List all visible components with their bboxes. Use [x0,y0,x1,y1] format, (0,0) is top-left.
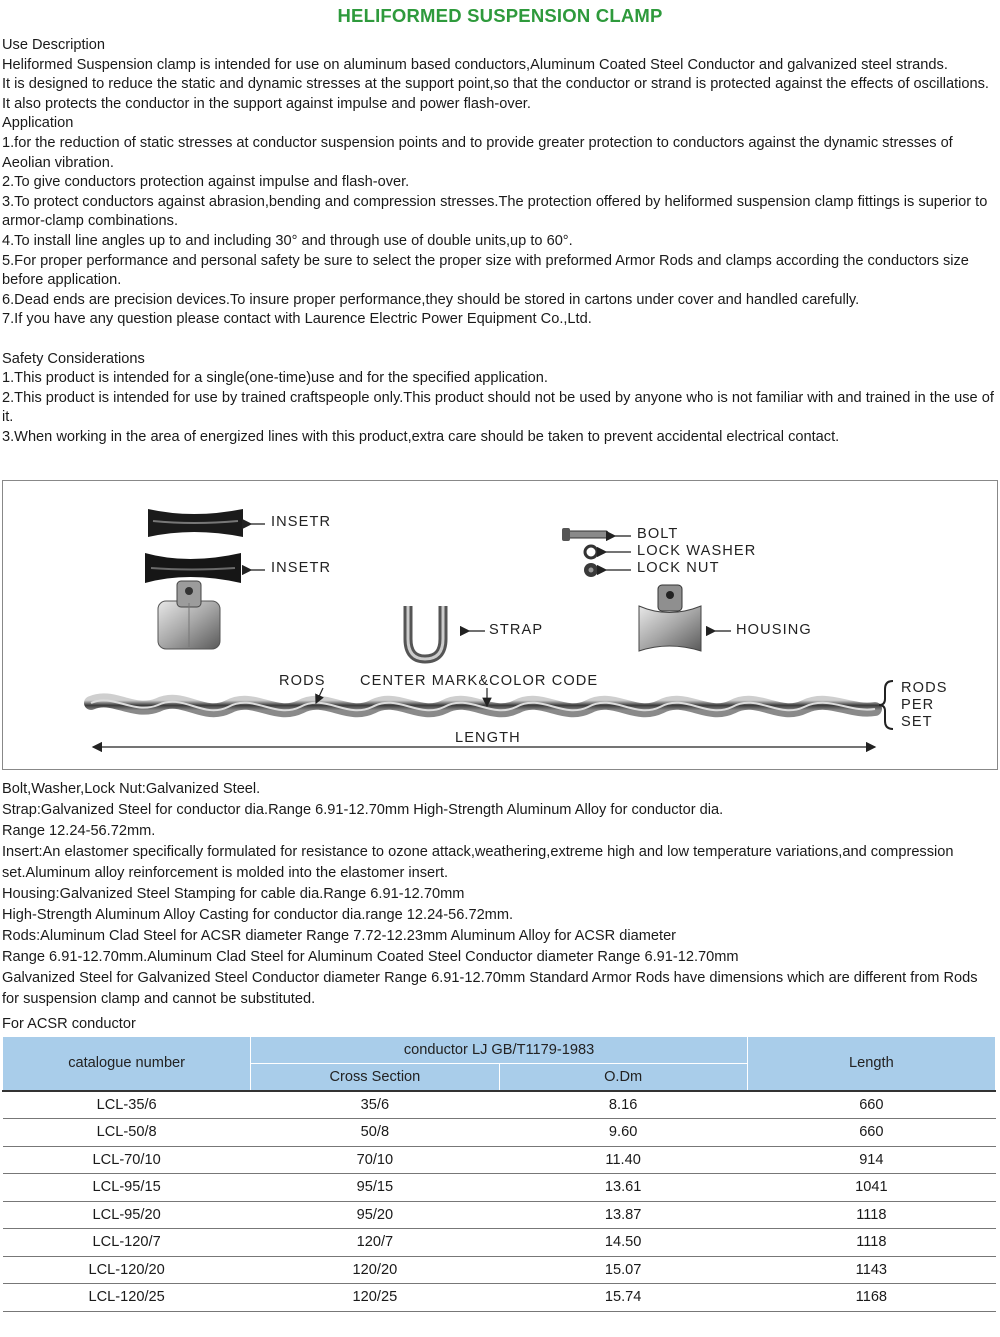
spec-line: Housing:Galvanized Steel Stamping for cable dia.Range 6.91-12.70mm [2,886,465,902]
center-mark-label: CENTER MARK&COLOR CODE [360,673,599,689]
use-description-line: Heliformed Suspension clamp is intended for use on aluminum based conductors,Aluminum Coated Steel Conductor and galvanized steel strands. [2,56,948,73]
rods-per-set-label: PER [901,697,935,713]
application-item: 7.If you have any question please contact with Laurence Electric Power Equipment Co.,Ltd. [2,311,592,328]
insert-top [148,509,243,537]
safety-heading: Safety Considerations [2,350,145,367]
application-item: 6.Dead ends are precision devices.To insure proper performance,they should be stored in cartons under cover and handled carefully. [2,291,860,308]
cell-catalogue: LCL-95/15 [3,1174,251,1202]
strap-label: STRAP [489,622,544,638]
table-row [3,1091,996,1119]
cell-cross-section: 50/8 [251,1119,499,1147]
parts-diagram [2,480,998,770]
housing-side-view [158,581,220,649]
cell-catalogue: LCL-35/6 [3,1091,251,1119]
header-length: Length [747,1037,995,1091]
application-item: 3.To protect conductors against abrasion,bending and compression stresses.The protection offered by heliformed suspension clamp fittings is superior to armor-clamp combinations. [2,193,988,230]
description-block [2,36,998,447]
table-row [3,1146,996,1174]
header-conductor: conductor LJ GB/T1179-1983 [251,1037,748,1064]
material-specs [2,779,998,1010]
armor-rods [91,700,875,710]
spec-line: Rods:Aluminum Clad Steel for ACSR diameter Range 7.72-12.23mm Aluminum Alloy for ACSR diameter [2,928,677,944]
table-row [3,1174,996,1202]
length-label: LENGTH [455,730,521,746]
cell-cross-section: 120/25 [251,1284,499,1312]
spec-line: Range 6.91-12.70mm.Aluminum Clad Steel for Aluminum Coated Steel Conductor diameter Range 6.91-12.70mm [2,949,739,965]
insert-label: INSETR [271,560,332,576]
application-item: 4.To install line angles up to and including 30° and through use of double units,up to 60°. [2,232,573,249]
lock-nut-part [584,563,598,577]
bolt-part [562,528,608,541]
spec-line: Bolt,Washer,Lock Nut:Galvanized Steel. [2,781,261,797]
cell-length: 1041 [747,1174,995,1202]
table-row [3,1284,996,1312]
cell-cross-section: 120/20 [251,1256,499,1284]
cell-cross-section: 95/20 [251,1201,499,1229]
application-heading: Application [2,115,74,132]
cell-odm: 15.74 [499,1284,747,1312]
spec-line: Galvanized Steel for Galvanized Steel Conductor diameter Range 6.91-12.70mm Standard Armor Rods have dimensions which are different from Rods for suspension clamp and cannot be substituted. [2,970,978,1007]
cell-odm: 13.87 [499,1201,747,1229]
cell-cross-section: 95/15 [251,1174,499,1202]
application-item: 2.To give conductors protection against impulse and flash-over. [2,174,410,191]
table-row [3,1201,996,1229]
table-row [3,1256,996,1284]
application-item: 1.for the reduction of static stresses at conductor suspension points and to provide greater protection to conductors against the dynamic stresses of Aeolian vibration. [2,134,953,171]
use-description-line: It is designed to reduce the static and dynamic stresses at the support point,so that the conductor or strand is protected against the effects of oscillations. [2,76,989,93]
header-catalogue: catalogue number [3,1037,251,1091]
acsr-table [2,1036,996,1312]
insert-label: INSETR [271,514,332,530]
cell-length: 1168 [747,1284,995,1312]
lock-washer-label: LOCK WASHER [637,543,757,559]
rods-per-set-label: SET [901,714,933,730]
insert-bottom [145,553,241,583]
cell-length: 660 [747,1119,995,1147]
table-caption: For ACSR conductor [2,1016,136,1032]
table-row [3,1229,996,1257]
rods-per-set-label: RODS [901,680,948,696]
header-odm: O.Dm [499,1064,747,1091]
cell-odm: 8.16 [499,1091,747,1119]
cell-odm: 9.60 [499,1119,747,1147]
cell-length: 1118 [747,1229,995,1257]
header-cross-section: Cross Section [251,1064,499,1091]
cell-cross-section: 120/7 [251,1229,499,1257]
application-item: 5.For proper performance and personal safety be sure to select the proper size with preformed Armor Rods and clamps according the conductors size before application. [2,252,969,289]
use-description-heading: Use Description [2,37,106,53]
safety-item: 1.This product is intended for a single(one-time)use and for the specified application. [2,370,548,387]
cell-odm: 11.40 [499,1146,747,1174]
cell-odm: 15.07 [499,1256,747,1284]
cell-odm: 13.61 [499,1174,747,1202]
cell-length: 660 [747,1091,995,1119]
cell-length: 1143 [747,1256,995,1284]
spec-line: Strap:Galvanized Steel for conductor dia.Range 6.91-12.70mm High-Strength Aluminum Alloy for conductor dia. [2,802,724,818]
cell-length: 914 [747,1146,995,1174]
cell-length: 1118 [747,1201,995,1229]
housing-part [639,585,701,651]
strap-part [408,606,443,659]
cell-catalogue: LCL-95/20 [3,1201,251,1229]
table-row [3,1119,996,1147]
bolt-label: BOLT [637,526,679,542]
cell-catalogue: LCL-70/10 [3,1146,251,1174]
cell-catalogue: LCL-120/25 [3,1284,251,1312]
cell-cross-section: 70/10 [251,1146,499,1174]
cell-catalogue: LCL-120/7 [3,1229,251,1257]
spec-line: Insert:An elastomer specifically formulated for resistance to ozone attack,weathering,extreme high and low temperature variations,and compression set.Aluminum alloy reinforcement is molded into the elastomer insert. [2,844,954,881]
cell-catalogue: LCL-50/8 [3,1119,251,1147]
page-title: HELIFORMED SUSPENSION CLAMP [337,5,663,26]
cell-catalogue: LCL-120/20 [3,1256,251,1284]
cell-cross-section: 35/6 [251,1091,499,1119]
lock-washer-part [585,546,597,558]
use-description-line: It also protects the conductor in the support against impulse and power flash-over. [2,95,531,112]
spec-line: High-Strength Aluminum Alloy Casting for conductor dia.range 12.24-56.72mm. [2,907,514,923]
spec-line: Range 12.24-56.72mm. [2,823,156,839]
safety-item: 3.When working in the area of energized lines with this product,extra care should be taken to prevent accidental electrical contact. [2,428,840,445]
housing-label: HOUSING [736,622,812,638]
cell-odm: 14.50 [499,1229,747,1257]
safety-item: 2.This product is intended for use by trained craftspeople only.This product should not be used by anyone who is not familiar with and trained in the use of it. [2,389,994,426]
rods-label: RODS [279,673,326,689]
lock-nut-label: LOCK NUT [637,560,720,576]
